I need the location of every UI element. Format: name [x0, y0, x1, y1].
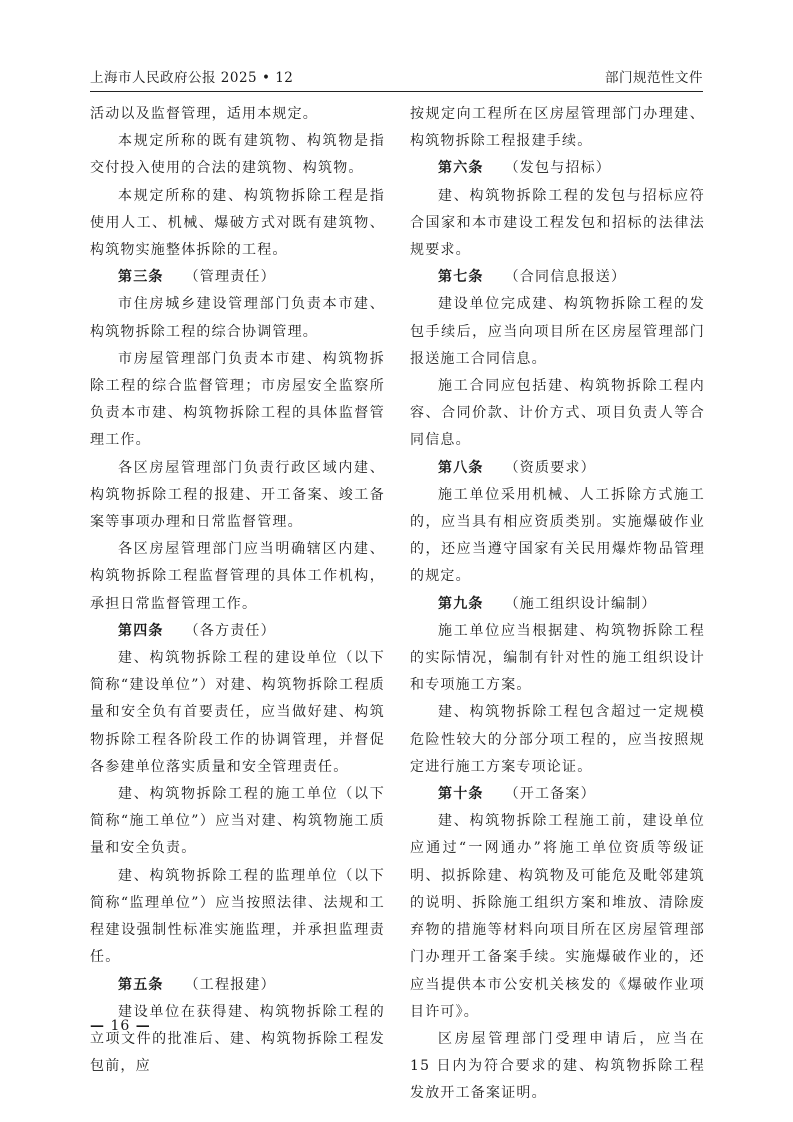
bulletin-title: 上海市人民政府公报 2025 • 12	[90, 70, 294, 86]
paragraph: 建、构筑物拆除工程施工前，建设单位应通过“一网通办”将施工单位资质等级证明、拟拆除建、构筑物及可能危及毗邻建筑的说明、拆除施工组织方案和堆放、清除废弃物的措施等材料向项目所在区房屋管理部门办理开工备案手续。实施爆破作业的，还应当提供本市公安机关核发的《爆破作业项目许可》。	[410, 813, 705, 1020]
section-title: 部门规范性文件	[605, 70, 703, 86]
paragraph: 本规定所称的建、构筑物拆除工程是指使用人工、机械、爆破方式对既有建筑物、构筑物实施整体拆除的工程。	[90, 187, 385, 259]
article-heading	[90, 972, 385, 999]
article-heading	[410, 455, 705, 482]
article-title: （各方责任）	[184, 622, 276, 639]
article-heading	[90, 618, 385, 645]
article-number: 第九条	[438, 595, 484, 612]
paragraph: 建、构筑物拆除工程的建设单位（以下简称“建设单位”）对建、构筑物拆除工程质量和安全负有首要责任，应当做好建、构筑物拆除工程各阶段工作的协调管理，并督促各参建单位落实质量和安全管理责任。	[90, 650, 385, 775]
article-title: （施工组织设计编制）	[504, 595, 657, 612]
article-title: （发包与招标）	[504, 160, 612, 177]
article-heading	[410, 155, 705, 182]
article-number: 第四条	[118, 622, 164, 639]
article-number: 第五条	[118, 976, 164, 993]
article-title: （管理责任）	[184, 269, 276, 286]
paragraph: 施工合同应包括建、构筑物拆除工程内容、合同价款、计价方式、项目负责人等合同信息。	[410, 378, 705, 449]
left-column	[90, 101, 385, 1080]
paragraph: 建、构筑物拆除工程的施工单位（以下简称“施工单位”）应当对建、构筑物施工质量和安全负责。	[90, 786, 385, 857]
right-column	[410, 101, 705, 1108]
page-number: — 16 —	[90, 1018, 151, 1034]
article-number: 第六条	[438, 160, 484, 177]
paragraph: 建、构筑物拆除工程包含超过一定规模危险性较大的分部分项工程的，应当按照规定进行施工方案专项论证。	[410, 704, 705, 775]
paragraph: 按规定向工程所在区房屋管理部门办理建、构筑物拆除工程报建手续。	[410, 106, 705, 150]
paragraph: 建、构筑物拆除工程的发包与招标应符合国家和本市建设工程发包和招标的法律法规要求。	[410, 187, 705, 259]
paragraph: 市住房城乡建设管理部门负责本市建、构筑物拆除工程的综合协调管理。	[90, 296, 385, 340]
paragraph: 区房屋管理部门受理申请后，应当在 15 日内为符合要求的建、构筑物拆除工程发放开工备案证明。	[410, 1030, 705, 1102]
article-title: （工程报建）	[184, 976, 276, 993]
article-title: （合同信息报送）	[504, 269, 627, 286]
article-heading	[90, 264, 385, 291]
article-heading	[410, 264, 705, 291]
paragraph: 建设单位完成建、构筑物拆除工程的发包手续后，应当向项目所在区房屋管理部门报送施工合同信息。	[410, 296, 705, 367]
paragraph: 各区房屋管理部门应当明确辖区内建、构筑物拆除工程监督管理的具体工作机构，承担日常监督管理工作。	[90, 541, 385, 612]
paragraph: 活动以及监督管理，适用本规定。	[90, 106, 318, 122]
paragraph: 本规定所称的既有建筑物、构筑物是指交付投入使用的合法的建筑物、构筑物。	[90, 133, 385, 177]
page-header	[90, 66, 703, 88]
article-number: 第十条	[438, 786, 484, 803]
article-title: （资质要求）	[504, 459, 596, 476]
paragraph: 建、构筑物拆除工程的监理单位（以下简称“监理单位”）应当按照法律、法规和工程建设强制性标准实施监理，并承担监理责任。	[90, 867, 385, 966]
article-title: （开工备案）	[504, 786, 596, 803]
paragraph: 施工单位采用机械、人工拆除方式施工的，应当具有相应资质类别。实施爆破作业的，还应当遵守国家有关民用爆炸物品管理的规定。	[410, 486, 705, 585]
paragraph: 施工单位应当根据建、构筑物拆除工程的实际情况，编制有针对性的施工组织设计和专项施工方案。	[410, 622, 705, 694]
paragraph: 各区房屋管理部门负责行政区域内建、构筑物拆除工程的报建、开工备案、竣工备案等事项办理和日常监督管理。	[90, 459, 385, 531]
article-number: 第八条	[438, 459, 484, 476]
page-number-value: 16	[110, 1018, 131, 1034]
article-number: 第三条	[118, 269, 164, 286]
paragraph: 建设单位在获得建、构筑物拆除工程的立项文件的批准后、建、构筑物拆除工程发包前，应	[90, 1003, 385, 1075]
header-divider	[90, 91, 703, 92]
article-number: 第七条	[438, 269, 484, 286]
article-heading	[410, 591, 705, 618]
article-heading	[410, 781, 705, 808]
paragraph: 市房屋管理部门负责本市建、构筑物拆除工程的综合监督管理；市房屋安全监察所负责本市建、构筑物拆除工程的具体监督管理工作。	[90, 350, 385, 449]
